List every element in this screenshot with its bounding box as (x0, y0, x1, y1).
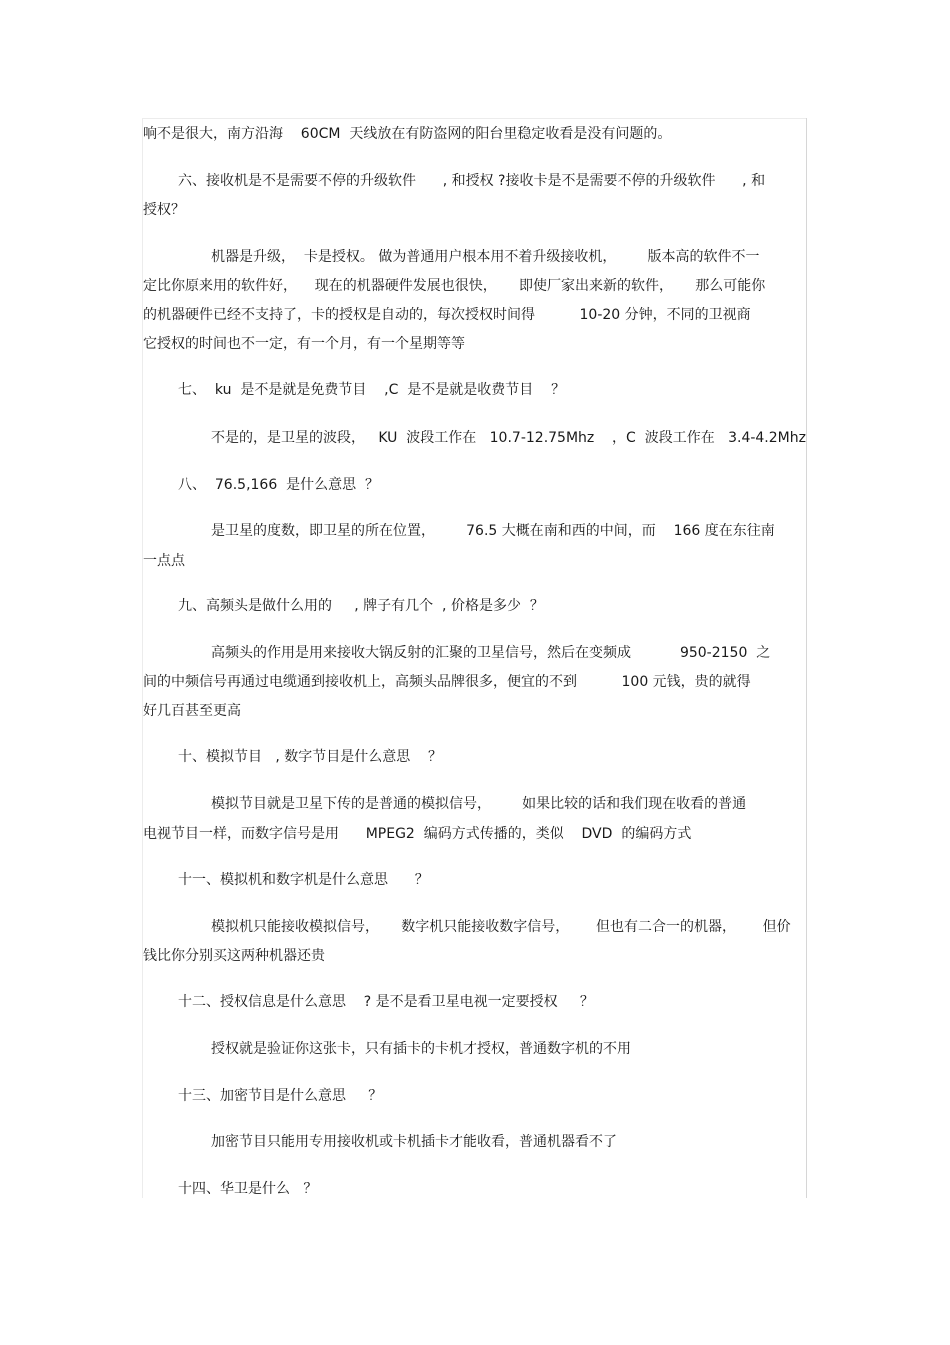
text-line-1: 响不是很大，南方沿海 60CM 天线放在有防盗网的阳台里稳定收看是没有问题的。 (143, 126, 672, 142)
answer-9-line-2: 间的中频信号再通过电缆通到接收机上，高频头品牌很多，便宜的不到 100 元钱，贵的就得 (143, 674, 751, 690)
answer-6-line-4: 它授权的时间也不一定，有一个月，有一个星期等等 (143, 336, 465, 352)
answer-8-line-2: 一点点 (143, 553, 185, 569)
answer-9-line-1: 高频头的作用是用来接收大锅反射的汇聚的卫星信号，然后在变频成 950-2150 之 (211, 645, 771, 661)
answer-6-line-1: 机器是升级， 卡是授权。 做为普通用户根本用不着升级接收机， 版本高的软件不一 (211, 249, 760, 265)
page-frame-top (142, 118, 807, 119)
answer-12: 授权就是验证你这张卡，只有插卡的卡机才授权，普通数字机的不用 (211, 1041, 631, 1057)
answer-13: 加密节目只能用专用接收机或卡机插卡才能收看，普通机器看不了 (211, 1134, 617, 1150)
answer-10-line-2: 电视节目一样，而数字信号是用 MPEG2 编码方式传播的，类似 DVD 的编码方式 (143, 826, 692, 842)
answer-11-line-1: 模拟机只能接收模拟信号， 数字机只能接收数字信号， 但也有二合一的机器， 但价 (211, 919, 791, 935)
answer-9-line-3: 好几百甚至更高 (143, 703, 241, 719)
answer-10-line-1: 模拟节目就是卫星下传的是普通的模拟信号， 如果比较的话和我们现在收看的普通 (211, 796, 747, 812)
answer-6-line-2: 定比你原来用的软件好， 现在的机器硬件发展也很快， 即使厂家出来新的软件， 那么可能你 (143, 278, 766, 294)
question-14: 十四、华卫是什么 ？ (178, 1181, 318, 1197)
answer-8-line-1: 是卫星的度数，即卫星的所在位置， 76.5 大概在南和西的中间，而 166 度在东往南 (211, 523, 775, 539)
question-10: 十、模拟节目 , 数字节目是什么意思 ？ (178, 749, 443, 765)
question-6-line-2: 授权？ (143, 202, 185, 218)
page-frame-right (806, 118, 807, 1198)
question-7: 七、 ku 是不是就是免费节目 ,C 是不是就是收费节目 ？ (178, 382, 566, 398)
question-13: 十三、加密节目是什么意思 ？ (178, 1088, 383, 1104)
question-11: 十一、模拟机和数字机是什么意思 ？ (178, 872, 429, 888)
question-8: 八、 76.5,166 是什么意思 ？ (178, 477, 380, 493)
question-12: 十二、授权信息是什么意思 ? 是不是看卫星电视一定要授权 ？ (178, 994, 594, 1010)
answer-6-line-3: 的机器硬件已经不支持了，卡的授权是自动的，每次授权时间得 10-20 分钟，不同的卫视商 (143, 307, 751, 323)
answer-7: 不是的，是卫星的波段， KU 波段工作在 10.7-12.75Mhz ，C 波段工作在 3.4-4.2Mhz (211, 430, 806, 446)
question-6-line-1: 六、接收机是不是需要不停的升级软件 , 和授权 ?接收卡是不是需要不停的升级软件 , 和 (178, 173, 766, 189)
question-9: 九、高频头是做什么用的 , 牌子有几个 , 价格是多少 ？ (178, 598, 544, 614)
answer-11-line-2: 钱比你分别买这两种机器还贵 (143, 948, 325, 964)
